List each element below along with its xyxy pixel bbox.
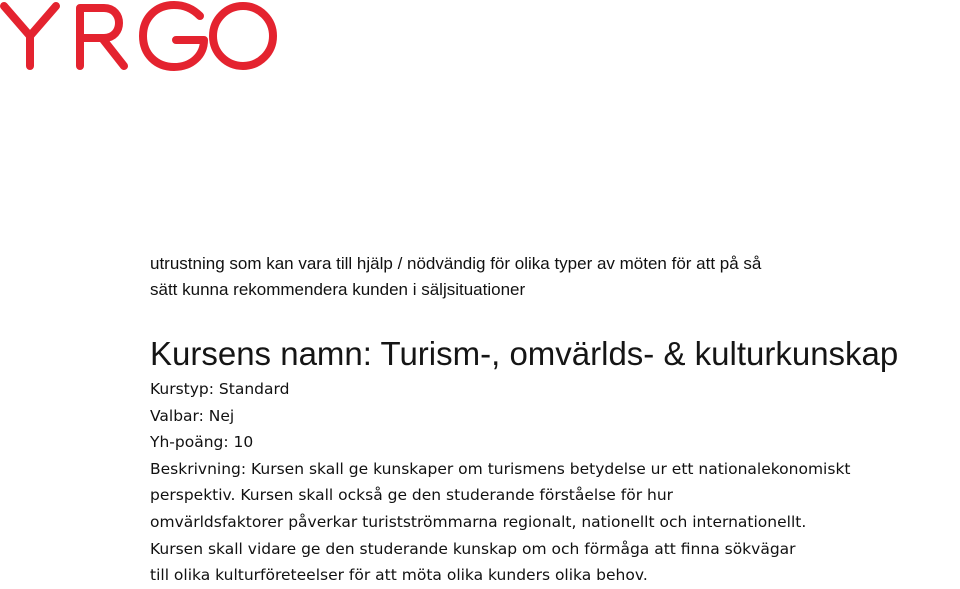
course-description <box>150 456 950 589</box>
course-meta <box>150 376 950 456</box>
description-line: Beskrivning: Kursen skall ge kunskaper om turismens betydelse ur ett nationalekonomiskt <box>150 459 851 478</box>
course-elective: Valbar: Nej <box>150 406 235 425</box>
course-title: Kursens namn: Turism-, omvärlds- & kulturkunskap <box>150 335 899 372</box>
description-line: till olika kulturföreteelser för att möta olika kunders olika behov. <box>150 566 648 585</box>
description-line: omvärldsfaktorer påverkar turistströmmarna regionalt, nationellt och internationellt. <box>150 512 807 531</box>
intro-paragraph <box>150 251 930 303</box>
intro-line: utrustning som kan vara till hjälp / nödvändig för olika typer av möten för att på så <box>150 254 762 273</box>
description-line: Kursen skall vidare ge den studerande kunskap om och förmåga att finna sökvägar <box>150 539 796 558</box>
intro-line: sätt kunna rekommendera kunden i säljsituationer <box>150 280 526 299</box>
course-type: Kurstyp: Standard <box>150 380 290 398</box>
yrgo-logo <box>0 0 280 74</box>
course-points: Yh-poäng: 10 <box>150 433 254 452</box>
description-line: perspektiv. Kursen skall också ge den studerande förståelse för hur <box>150 486 674 505</box>
